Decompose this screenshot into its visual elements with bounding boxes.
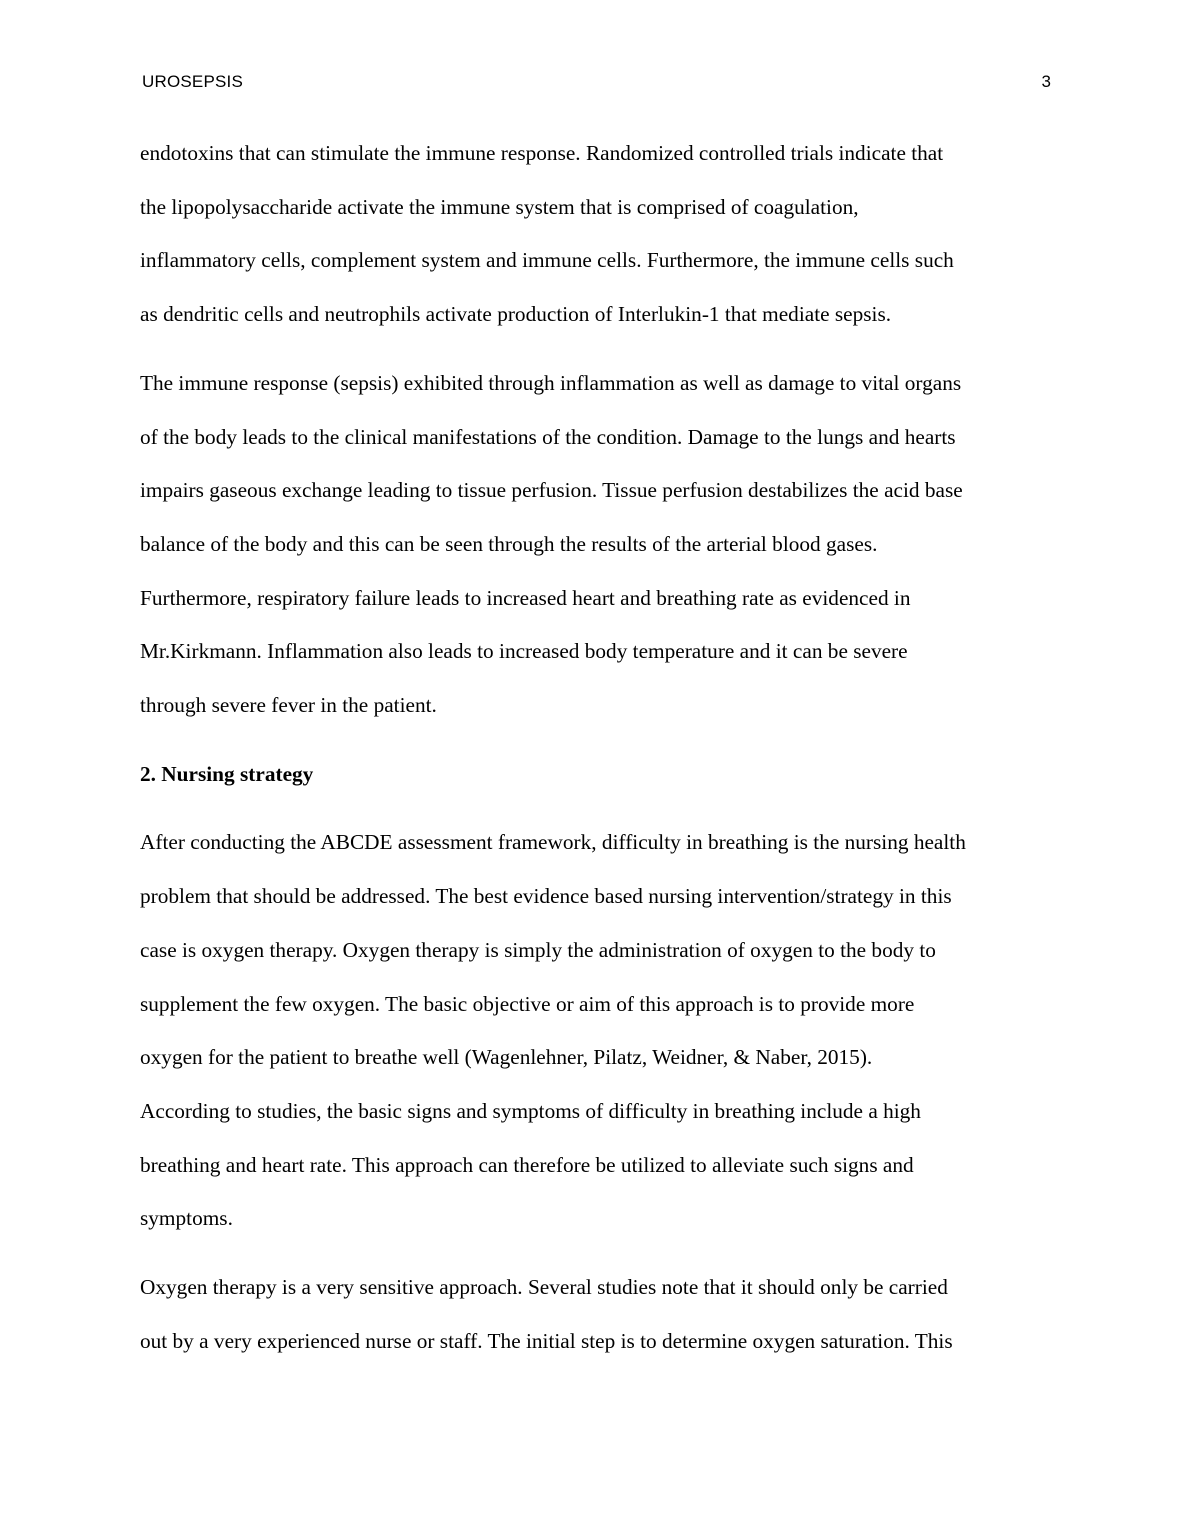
paragraph xyxy=(140,357,1052,733)
section-heading xyxy=(140,748,1052,802)
text-line: through severe fever in the patient. xyxy=(140,693,437,718)
text-line: endotoxins that can stimulate the immune response. Randomized controlled trials indicate that xyxy=(140,141,944,165)
paragraph xyxy=(140,127,1052,342)
text-line: case is oxygen therapy. Oxygen therapy is simply the administration of oxygen to the body to xyxy=(140,937,936,962)
text-line: Mr.Kirkmann. Inflammation also leads to increased body temperature and it can be severe xyxy=(140,639,908,664)
text-line: out by a very experienced nurse or staff. The initial step is to determine oxygen saturation. This xyxy=(140,1328,953,1353)
text-line: inflammatory cells, complement system and immune cells. Furthermore, the immune cells such xyxy=(140,248,954,273)
heading-text: 2. Nursing strategy xyxy=(140,761,314,786)
text-line: The immune response (sepsis) exhibited through inflammation as well as damage to vital organs xyxy=(140,370,962,395)
text-line: of the body leads to the clinical manifestations of the condition. Damage to the lungs and hearts xyxy=(140,424,956,449)
text-line: breathing and heart rate. This approach can therefore be utilized to alleviate such signs and xyxy=(140,1152,914,1177)
text-line: impairs gaseous exchange leading to tissue perfusion. Tissue perfusion destabilizes the acid base xyxy=(140,478,963,503)
text-line: balance of the body and this can be seen through the results of the arterial blood gases. xyxy=(140,531,878,556)
text-line: supplement the few oxygen. The basic objective or aim of this approach is to provide more xyxy=(140,991,915,1016)
paragraph xyxy=(140,1261,1052,1368)
text-line: as dendritic cells and neutrophils activate production of Interlukin-1 that mediate sepsis. xyxy=(140,302,892,327)
page-number: 3 xyxy=(1041,72,1051,91)
text-line: According to studies, the basic signs and symptoms of difficulty in breathing include a high xyxy=(140,1098,921,1123)
running-head: UROSEPSIS xyxy=(142,72,243,91)
text-line: problem that should be addressed. The best evidence based nursing intervention/strategy in this xyxy=(140,884,952,909)
text-line: symptoms. xyxy=(140,1206,233,1231)
text-line: After conducting the ABCDE assessment framework, difficulty in breathing is the nursing health xyxy=(140,830,966,855)
document-body xyxy=(140,127,1052,1383)
text-line: oxygen for the patient to breathe well (Wagenlehner, Pilatz, Weidner, & Naber, 2015). xyxy=(140,1045,873,1070)
text-line: Furthermore, respiratory failure leads to increased heart and breathing rate as evidenced in xyxy=(140,585,911,610)
text-line: the lipopolysaccharide activate the immune system that is comprised of coagulation, xyxy=(140,194,859,219)
text-line: Oxygen therapy is a very sensitive approach. Several studies note that it should only be carried xyxy=(140,1275,948,1300)
paragraph xyxy=(140,816,1052,1246)
